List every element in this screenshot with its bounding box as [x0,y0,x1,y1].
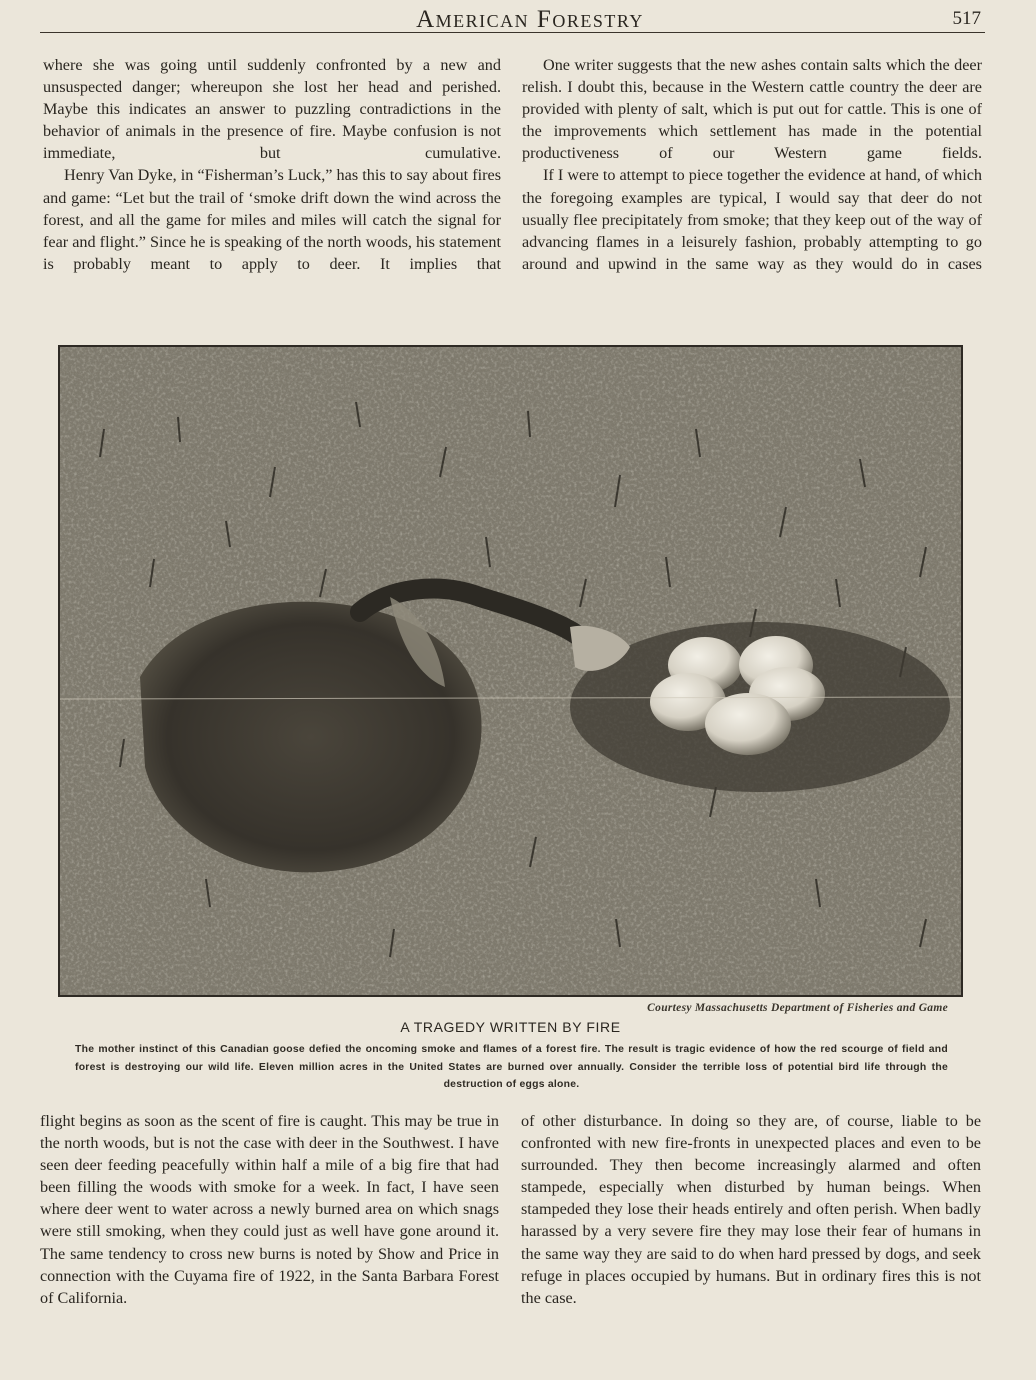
column-top-left [43,54,501,275]
page-header [40,4,985,33]
paragraph: Henry Van Dyke, in “Fisherman’s Luck,” has this to say about fires and game: “Let but the trail of ‘smoke drift down the wind across the forest, and all the game for miles and miles will catch the signal for fear and flight.” Since he is speaking of the north woods, his statement is probably meant to apply to deer. It implies that [43,166,501,273]
paragraph: flight begins as soon as the scent of fire is caught. This may be true in the north woods, but is not the case with deer in the Southwest. I have seen deer feeding peacefully within half a mile of a big fire that had been filling the woods with smoke for a week. In fact, I have seen where deer went to water across a newly burned area on which snags were still smoking, when they could just as well have gone around it. The same tendency to cross new burns is noted by Show and Price in connection with the Cuyama fire of 1922, in the Santa Barbara Forest of California. [40,1112,499,1307]
column-bottom-right [521,1110,981,1309]
photo-credit: Courtesy Massachusetts Department of Fisheries and Game [647,1002,948,1014]
paragraph: of other disturbance. In doing so they are, of course, liable to be confronted with new fire-fronts in unexpected places and even to be surrounded. They then become increasingly alarmed and often stampede, especially when disturbed by human beings. When stampeded they lose their heads entirely and often perish. When badly harassed by a very severe fire they may lose their fear of humans in the same way they are said to do when hard pressed by dogs, and seek refuge in places occupied by humans. But in ordinary fires this is not the case. [521,1112,981,1307]
caption-text: The mother instinct of this Canadian goose defied the oncoming smoke and flames of a forest fire. The result is tragic evidence of how the red scourge of field and forest is destroying our wild life. Eleven million acres in the United States are burned over annually. Consider the terrible loss of potential bird life through the destruction of eggs alone. [75,1044,948,1090]
paragraph: where she was going until suddenly confronted by a new and unsuspected danger; whereupon she lost her head and perished. Maybe this indicates an answer to puzzling contradictions in the behavior of animals in the presence of fire. Maybe confusion is not immediate, but cumulative. [43,56,501,163]
paragraph: If I were to attempt to piece together the evidence at hand, of which the foregoing examples are typical, I would say that deer do not usually flee precipitately from smoke; that they keep out of the way of advancing flames in a leisurely fashion, probably attempting to go around and upwind in the same way as they would do in cases [522,166,982,273]
column-bottom-left [40,1110,499,1309]
paragraph: One writer suggests that the new ashes contain salts which the deer relish. I doubt this, because in the Western cattle country the deer are provided with plenty of salt, which is put out for cattle. This is one of the improvements which settlement has made in the potential productiveness of our Western game fields. [522,56,982,163]
burned-goose-nest-photo [58,345,963,997]
journal-title: American Forestry [416,6,644,33]
column-top-right [522,54,982,275]
page-number: 517 [952,8,981,29]
caption-title: A TRAGEDY WRITTEN BY FIRE [400,1019,621,1035]
